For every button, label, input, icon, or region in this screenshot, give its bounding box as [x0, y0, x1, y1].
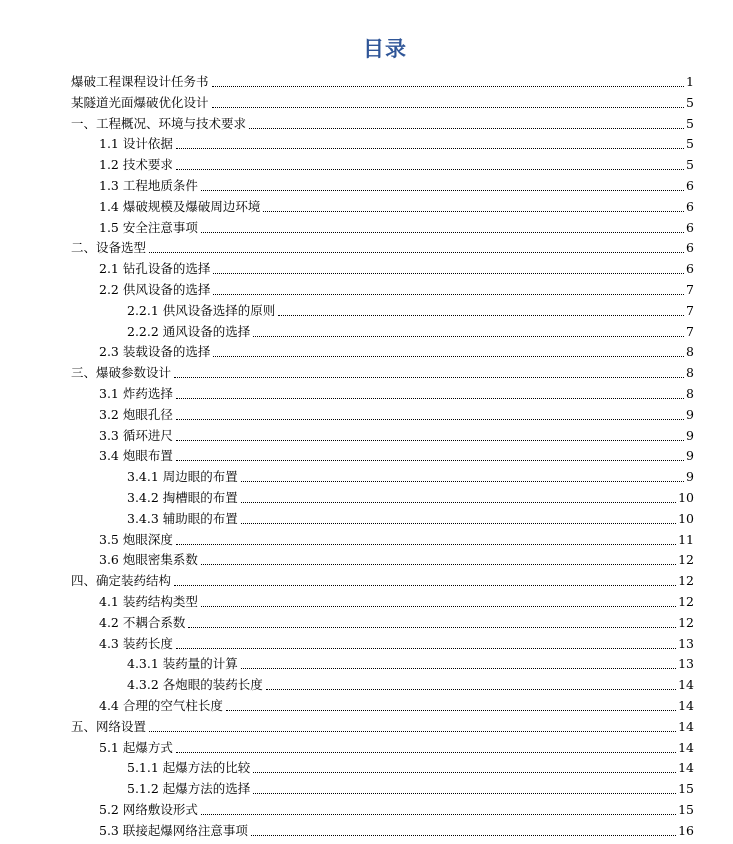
toc-page-number: 12	[678, 573, 694, 589]
toc-entry[interactable]	[99, 443, 694, 464]
toc-entry-label: 2.2 供风设备的选择	[99, 282, 211, 297]
dot-leader	[149, 252, 684, 253]
dot-leader	[174, 585, 676, 586]
toc-page-number: 5	[686, 115, 694, 131]
dot-leader	[176, 398, 684, 399]
toc-entry[interactable]	[99, 589, 694, 610]
toc-entry-label: 2.2.2 通风设备的选择	[127, 323, 251, 339]
toc-entry[interactable]	[99, 610, 694, 631]
page-title: 目录	[363, 37, 407, 61]
dot-leader	[149, 731, 676, 732]
dot-leader	[176, 419, 684, 420]
toc-page-number: 10	[678, 510, 694, 526]
dot-leader	[253, 772, 676, 773]
toc-entry-label: 2.1 钻孔设备的选择	[99, 261, 211, 277]
toc-entry-label: 2.2.1 供风设备选择的原则	[127, 302, 276, 318]
dot-leader	[176, 460, 684, 461]
toc-entry[interactable]	[71, 69, 694, 90]
toc-entry[interactable]	[71, 235, 694, 256]
dot-leader	[266, 689, 676, 690]
toc-entry[interactable]	[99, 547, 694, 568]
toc-page-number: 7	[686, 302, 694, 318]
dot-leader	[241, 523, 676, 524]
toc-page-number: 11	[678, 531, 694, 547]
toc-entry-label: 3.4.3 辅助眼的布置	[127, 510, 238, 526]
toc-entry-label: 三、爆破参数设计	[71, 365, 172, 381]
dot-leader	[176, 544, 676, 545]
toc-entry[interactable]	[71, 714, 694, 735]
toc-entry-label: 1.3 工程地质条件	[99, 178, 198, 193]
toc-page-number: 5	[686, 94, 694, 110]
dot-leader	[226, 710, 676, 711]
toc-entry[interactable]	[127, 485, 694, 506]
toc-entry-label: 4.2 不耦合系数	[99, 614, 186, 630]
dot-leader	[201, 814, 676, 815]
toc-entry[interactable]	[99, 152, 694, 173]
toc-page-number: 8	[686, 386, 694, 401]
dot-leader	[241, 668, 676, 669]
toc-entry-label: 3.4 炮眼布置	[99, 448, 173, 464]
dot-leader	[251, 835, 676, 836]
toc-entry[interactable]	[71, 568, 694, 589]
toc-entry[interactable]	[127, 755, 694, 776]
toc-entry-label: 3.5 炮眼深度	[99, 531, 173, 547]
toc-page-number: 14	[678, 718, 694, 734]
dot-leader	[213, 294, 684, 295]
toc-entry-label: 4.3 装药长度	[99, 635, 173, 651]
toc-entry-label: 1.5 安全注意事项	[99, 219, 198, 235]
toc-entry[interactable]	[99, 631, 694, 652]
dot-leader	[241, 502, 676, 503]
toc-entry[interactable]	[127, 506, 694, 527]
toc-entry-label: 3.2 炮眼孔径	[99, 406, 173, 422]
toc-page-number: 13	[678, 635, 694, 651]
dot-leader	[176, 169, 684, 170]
toc-entry[interactable]	[99, 527, 694, 548]
dot-leader	[188, 627, 676, 628]
dot-leader	[278, 315, 684, 316]
toc-entry[interactable]	[127, 672, 694, 693]
toc-page-number: 14	[678, 698, 694, 713]
toc-entry-label: 5.1 起爆方式	[99, 739, 173, 755]
toc-entry[interactable]	[71, 360, 694, 381]
toc-entry-label: 3.4.2 掏槽眼的布置	[127, 490, 238, 505]
dot-leader	[241, 481, 684, 482]
toc-entry[interactable]	[99, 256, 694, 277]
toc-page-number: 14	[678, 760, 694, 776]
toc-entry[interactable]	[99, 339, 694, 360]
toc-entry-label: 五、网络设置	[71, 718, 147, 734]
toc-page-number: 12	[678, 614, 694, 630]
toc-entry[interactable]	[99, 797, 694, 818]
toc-page-number: 6	[686, 261, 694, 277]
toc-entry-label: 4.4 合理的空气柱长度	[99, 698, 223, 713]
dot-leader	[253, 793, 676, 794]
toc-entry-label: 1.4 爆破规模及爆破周边环境	[99, 198, 261, 214]
toc-page-number: 5	[686, 136, 694, 152]
toc-entry-label: 3.3 循环进尺	[99, 427, 173, 443]
toc-entry[interactable]	[71, 111, 694, 132]
dot-leader	[212, 107, 685, 108]
toc-page-number: 7	[686, 282, 694, 297]
toc-entry[interactable]	[127, 319, 694, 340]
toc-entry[interactable]	[127, 651, 694, 672]
toc-page-number: 5	[686, 157, 694, 173]
toc-entry[interactable]	[127, 298, 694, 319]
toc-page-number: 12	[678, 552, 694, 568]
toc-page-number: 7	[686, 323, 694, 339]
toc-page-number: 1	[686, 74, 694, 89]
toc-entry[interactable]	[99, 693, 694, 714]
toc-page-number: 6	[686, 240, 694, 256]
toc-page-number: 6	[686, 178, 694, 193]
toc-entry[interactable]	[127, 464, 694, 485]
toc-entry-label: 4.3.2 各炮眼的装药长度	[127, 677, 263, 693]
toc-entry[interactable]	[99, 818, 694, 839]
toc-page-number: 15	[678, 802, 694, 817]
dot-leader	[213, 273, 684, 274]
toc-entry-label: 5.1.2 起爆方法的选择	[127, 781, 251, 797]
toc-entry-label: 5.3 联接起爆网络注意事项	[99, 822, 248, 838]
toc-entry-label: 一、工程概况、环境与技术要求	[71, 115, 247, 131]
dot-leader	[213, 356, 684, 357]
toc-page-number: 9	[686, 406, 694, 422]
toc-page-number: 16	[678, 822, 694, 838]
toc-entry-label: 3.4.1 周边眼的布置	[127, 469, 238, 485]
toc-entry[interactable]	[99, 423, 694, 444]
toc-page-number: 13	[678, 656, 694, 672]
toc-entry[interactable]	[99, 131, 694, 152]
toc-page-number: 14	[678, 677, 694, 693]
toc-entry[interactable]	[99, 194, 694, 215]
dot-leader	[176, 148, 684, 149]
toc-page-number: 9	[686, 427, 694, 443]
dot-leader	[253, 336, 684, 337]
toc-page-number: 8	[686, 365, 694, 381]
toc-entry[interactable]	[99, 277, 694, 298]
toc-page-number: 12	[678, 594, 694, 609]
toc-entry-label: 3.1 炸药选择	[99, 386, 173, 401]
toc-entry[interactable]	[71, 90, 694, 111]
toc-entry[interactable]	[127, 776, 694, 797]
toc-page-number: 9	[686, 448, 694, 464]
toc-entry[interactable]	[99, 173, 694, 194]
toc-entry-label: 二、设备选型	[71, 240, 147, 256]
toc-entry-label: 1.1 设计依据	[99, 136, 173, 152]
toc-page-number: 6	[686, 198, 694, 214]
toc-page-number: 14	[678, 739, 694, 755]
dot-leader	[176, 648, 676, 649]
dot-leader	[201, 190, 684, 191]
toc-page-number: 15	[678, 781, 694, 797]
toc-entry-label: 5.1.1 起爆方法的比较	[127, 760, 251, 776]
dot-leader	[201, 232, 684, 233]
toc-entry-label: 3.6 炮眼密集系数	[99, 552, 198, 568]
toc-entry-label: 4.3.1 装药量的计算	[127, 656, 238, 672]
toc-entry-label: 1.2 技术要求	[99, 157, 173, 173]
dot-leader	[174, 377, 684, 378]
dot-leader	[176, 752, 676, 753]
dot-leader	[212, 86, 685, 87]
toc-entry-label: 爆破工程课程设计任务书	[71, 74, 209, 89]
toc-page-number: 9	[686, 469, 694, 485]
toc-entry-label: 2.3 装载设备的选择	[99, 344, 211, 360]
dot-leader	[263, 211, 684, 212]
toc-page-number: 8	[686, 344, 694, 360]
dot-leader	[201, 606, 676, 607]
toc-page-number: 10	[678, 490, 694, 505]
toc-entry[interactable]	[99, 402, 694, 423]
toc-entry[interactable]	[99, 215, 694, 236]
toc-entry-label: 4.1 装药结构类型	[99, 594, 198, 609]
toc-entry-label: 四、确定装药结构	[71, 573, 172, 589]
toc-entry[interactable]	[99, 381, 694, 402]
toc-entry[interactable]	[99, 735, 694, 756]
dot-leader	[201, 564, 676, 565]
toc-entry-label: 某隧道光面爆破优化设计	[71, 94, 209, 110]
toc-page-number: 6	[686, 219, 694, 235]
toc-entry-label: 5.2 网络敷设形式	[99, 802, 198, 817]
dot-leader	[176, 440, 684, 441]
dot-leader	[249, 128, 684, 129]
